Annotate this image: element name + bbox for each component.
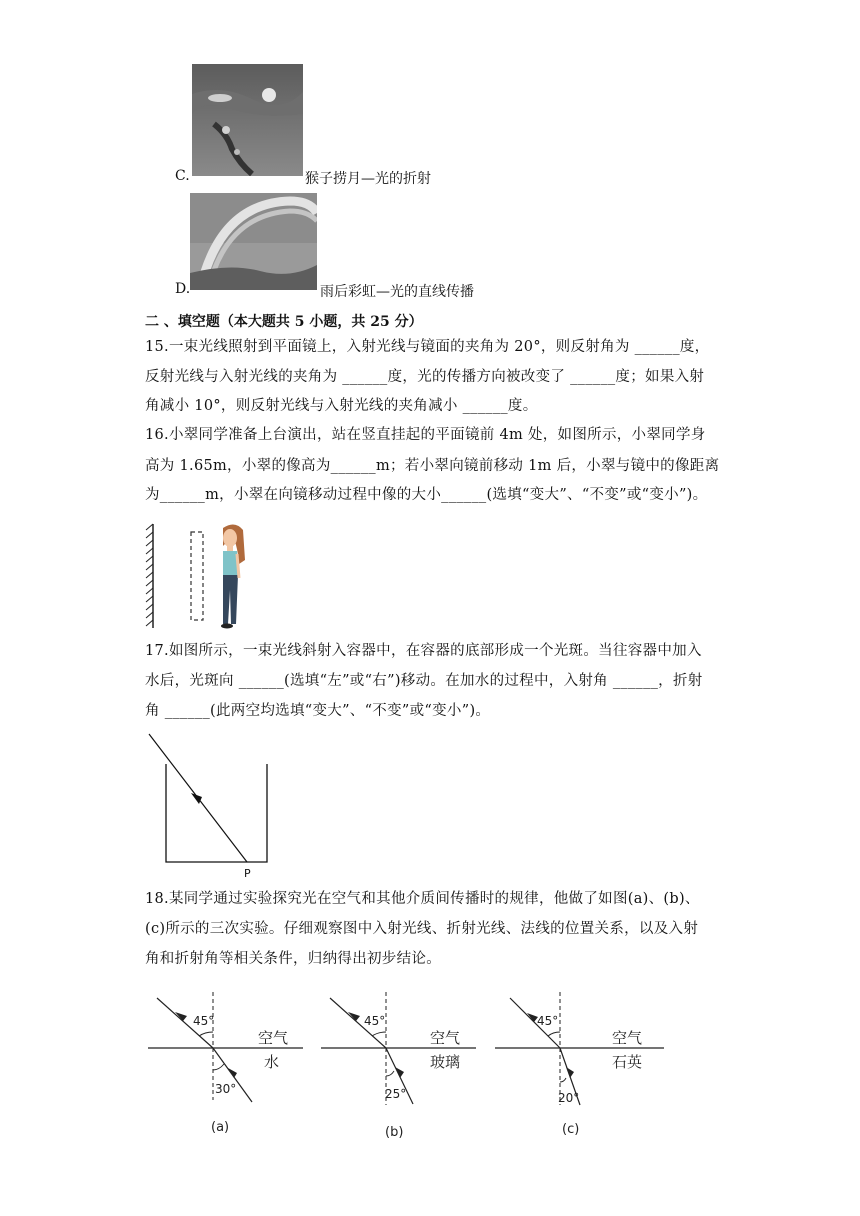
svg-text:25°: 25° bbox=[385, 1087, 407, 1101]
q15-line-1: 15.一束光线照射到平面镜上，入射光线与镜面的夹角为 20°，则反射角为 ______度， bbox=[145, 339, 710, 355]
mirror-girl-figure bbox=[143, 520, 253, 632]
refraction-diagram-a bbox=[145, 990, 310, 1142]
svg-text:45°: 45° bbox=[193, 1014, 215, 1028]
q15-line-3: 角减小 10°，则反射光线与入射光线的夹角减小 ______度。 bbox=[145, 398, 538, 414]
refraction-diagram-c bbox=[492, 990, 667, 1142]
q17-line-2: 水后，光斑向 ______(选填“左”或“右”)移动。在加水的过程中，入射角 ______，折射 bbox=[145, 673, 703, 689]
option-c-label: C. bbox=[175, 168, 190, 184]
svg-text:(b): (b) bbox=[385, 1125, 404, 1140]
svg-text:45°: 45° bbox=[537, 1014, 559, 1028]
container-walls bbox=[166, 764, 267, 862]
monkey-moon-photo bbox=[192, 64, 303, 176]
svg-text:45°: 45° bbox=[364, 1014, 386, 1028]
q16-line-1: 16.小翠同学准备上台演出，站在竖直挂起的平面镜前 4m 处，如图所示，小翠同学身 bbox=[145, 427, 706, 443]
svg-text:石英: 石英 bbox=[612, 1053, 643, 1071]
q18-line-2: (c)所示的三次实验。仔细观察图中入射光线、折射光线、法线的位置关系，以及入射 bbox=[145, 921, 699, 937]
option-c-text: 猴子捞月—光的折射 bbox=[305, 171, 431, 187]
q18-line-3: 角和折射角等相关条件，归纳得出初步结论。 bbox=[145, 951, 441, 967]
q17-line-1: 17.如图所示，一束光线斜射入容器中，在容器的底部形成一个光斑。当往容器中加入 bbox=[145, 643, 702, 659]
refraction-diagram-b bbox=[318, 990, 483, 1142]
svg-text:玻璃: 玻璃 bbox=[430, 1053, 461, 1071]
plane-mirror bbox=[146, 524, 153, 628]
svg-text:水: 水 bbox=[264, 1053, 280, 1071]
svg-text:空气: 空气 bbox=[612, 1029, 643, 1047]
q17-line-3: 角 ______(此两空均选填“变大”、“不变”或“变小”)。 bbox=[145, 703, 491, 719]
svg-text:空气: 空气 bbox=[430, 1029, 461, 1047]
q18-line-1: 18.某同学通过实验探究光在空气和其他介质间传播时的规律，他做了如图(a)、(b)、 bbox=[145, 891, 700, 907]
option-d-label: D. bbox=[175, 281, 191, 297]
q16-line-2: 高为 1.65m，小翠的像高为______m；若小翠向镜前移动 1m 后，小翠与镜中的像距离 bbox=[145, 458, 720, 474]
girl-figure bbox=[221, 524, 245, 628]
svg-text:(c): (c) bbox=[562, 1122, 580, 1137]
dashed-image-outline bbox=[191, 532, 203, 620]
svg-text:(a): (a) bbox=[211, 1120, 230, 1135]
option-d-text: 雨后彩虹—光的直线传播 bbox=[320, 284, 474, 300]
svg-text:空气: 空气 bbox=[258, 1029, 289, 1047]
q16-line-3: 为______m，小翠在向镜移动过程中像的大小______(选填“变大”、“不变”或“变小”)。 bbox=[145, 487, 708, 503]
q15-line-2: 反射光线与入射光线的夹角为 ______度，光的传播方向被改变了 ______度；如果入射 bbox=[145, 369, 705, 385]
container-figure bbox=[143, 730, 278, 880]
spot-label-p: P bbox=[244, 867, 251, 880]
ray-arrow bbox=[191, 793, 202, 804]
svg-text:20°: 20° bbox=[558, 1091, 580, 1105]
rainbow-photo bbox=[190, 193, 317, 290]
svg-text:30°: 30° bbox=[215, 1082, 237, 1096]
section-heading: 二 、填空题（本大题共 5 小题，共 25 分） bbox=[145, 314, 423, 330]
